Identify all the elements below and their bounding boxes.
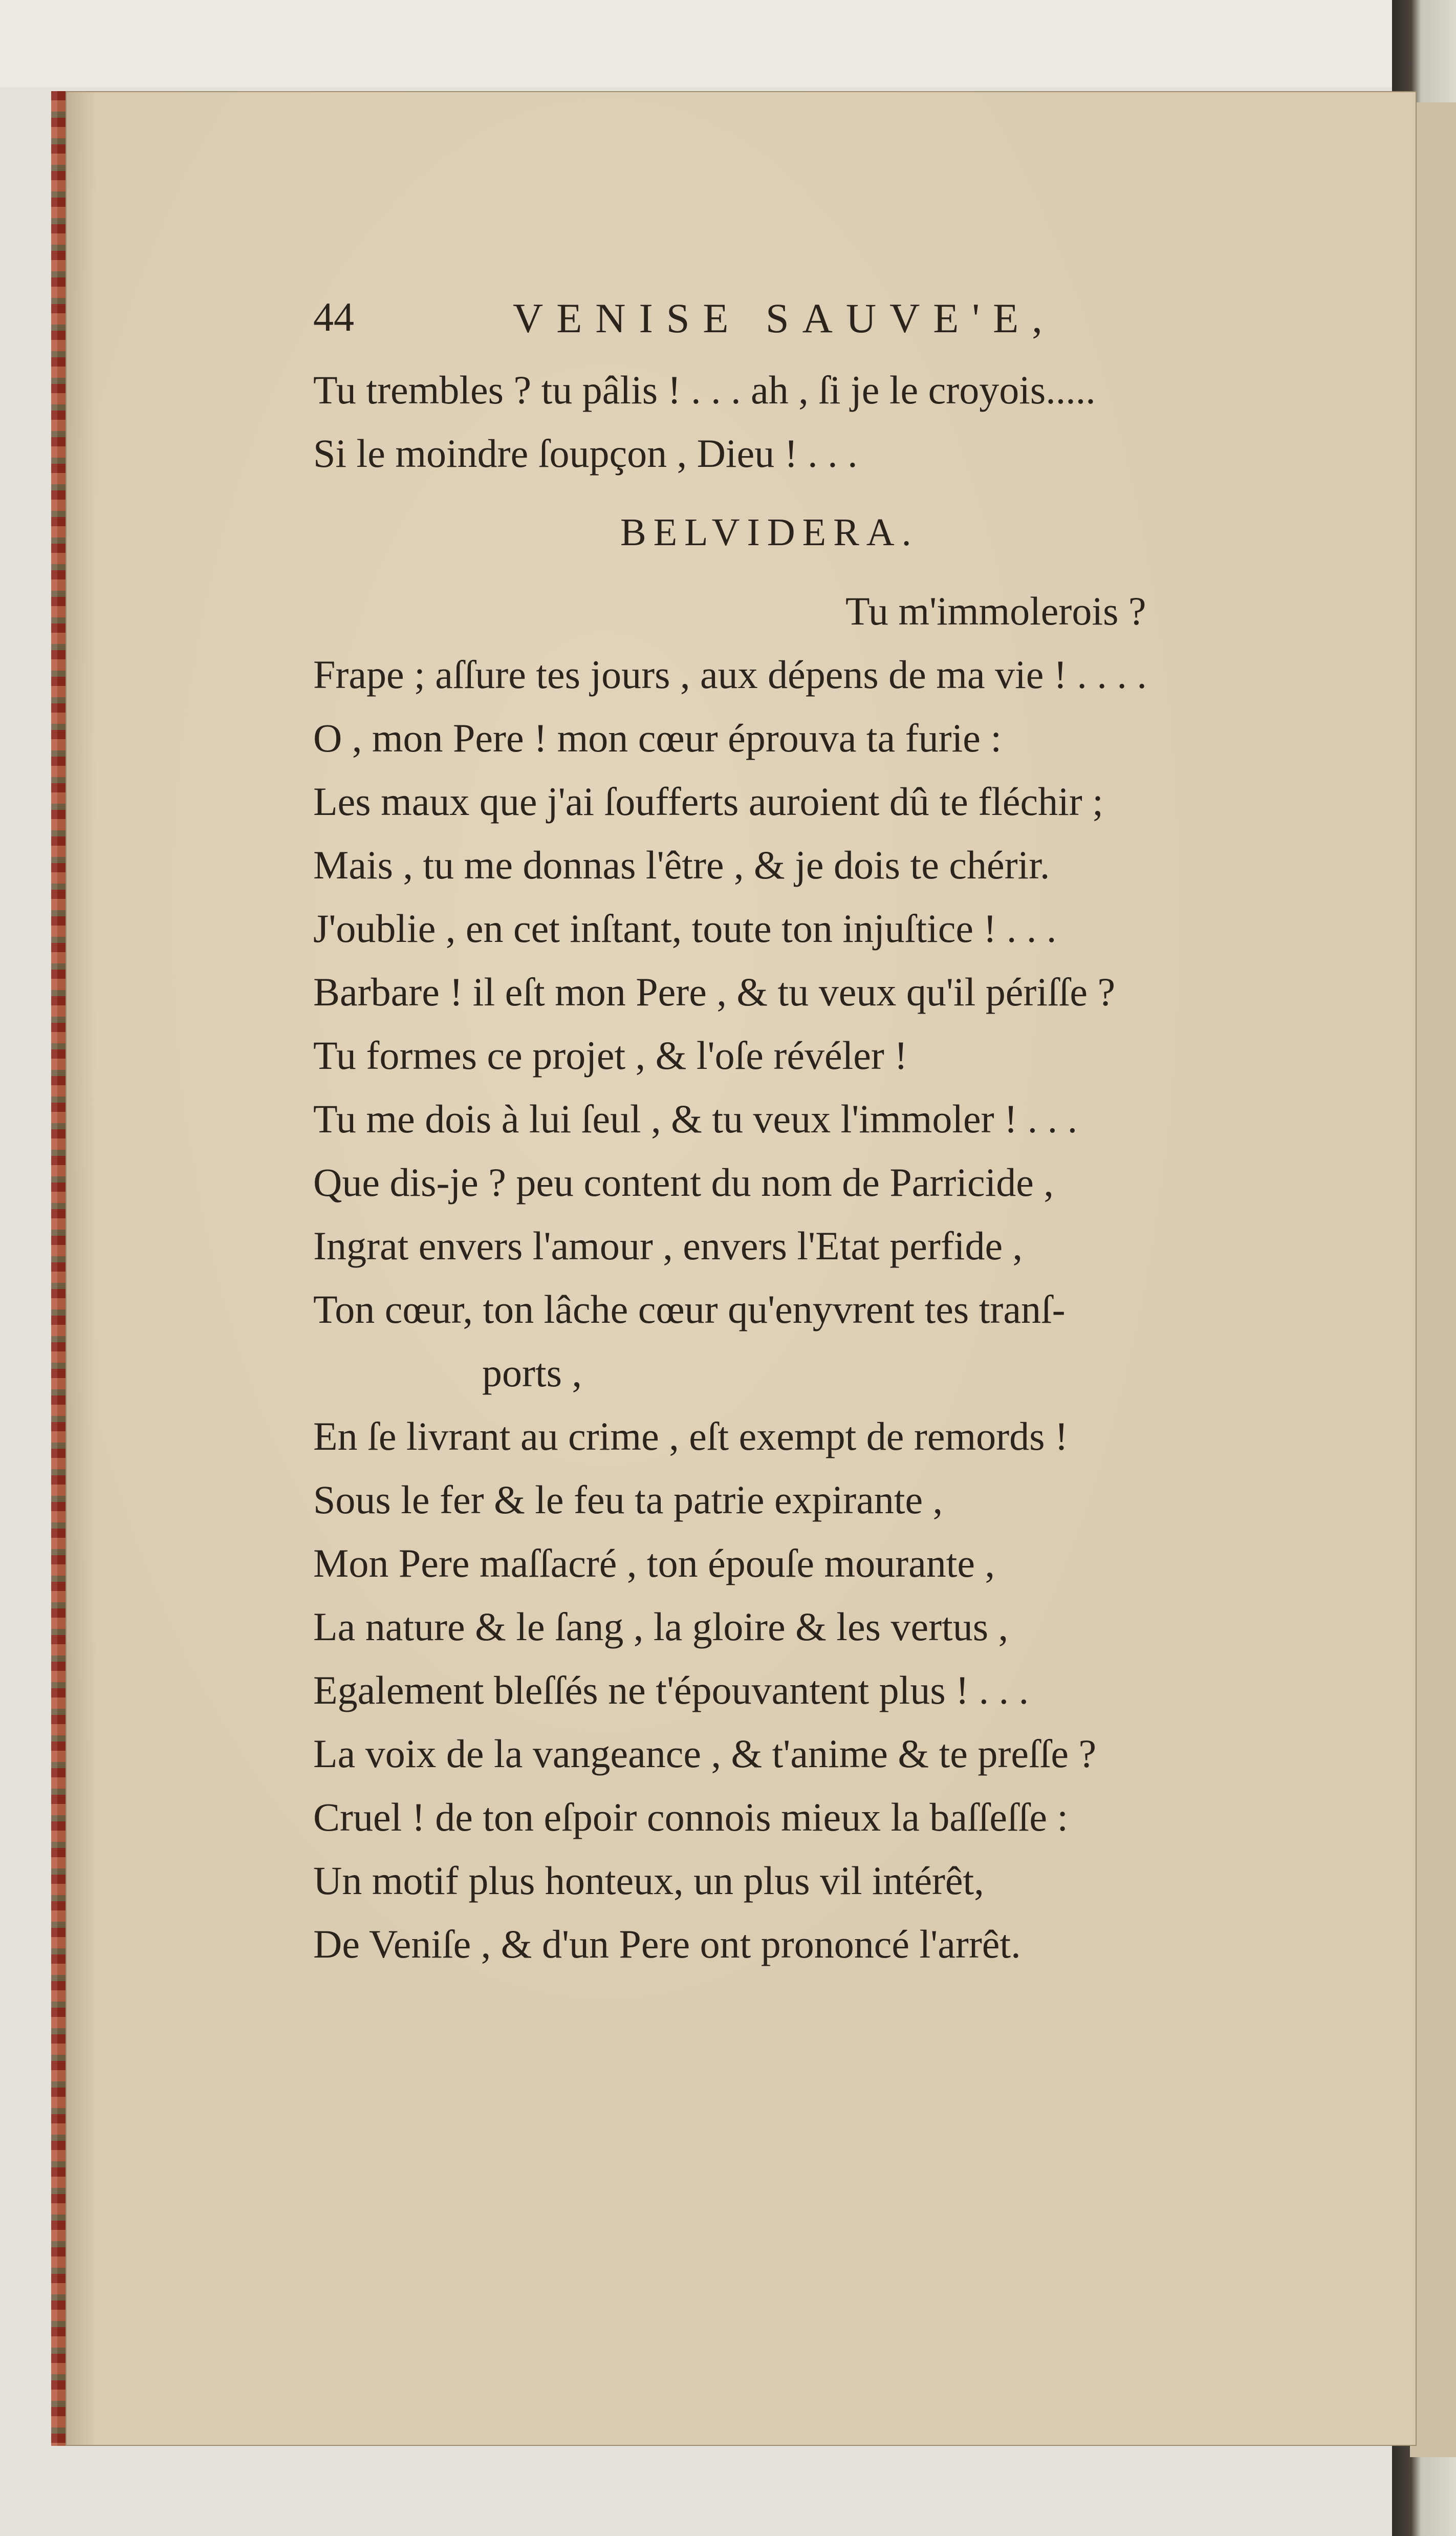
verse-line: Si le moindre ſoupçon , Dieu ! . . .: [313, 431, 858, 476]
verse-block: [313, 358, 1286, 1976]
verse-line: La voix de la vangeance , & t'anime & te preſſe ?: [313, 1731, 1097, 1776]
verse-line: En ſe livrant au crime , eſt exempt de remords !: [313, 1414, 1068, 1458]
verse-line-runover: ports ,: [482, 1350, 582, 1395]
verse-line: La nature & le ſang , la gloire & les vertus ,: [313, 1604, 1009, 1649]
verse-line: Tu formes ce projet , & l'oſe révéler !: [313, 1033, 908, 1078]
verse-line: Mon Pere maſſacré , ton épouſe mourante ,: [313, 1541, 995, 1585]
verse-line: De Veniſe , & d'un Pere ont prononcé l'arrêt.: [313, 1922, 1021, 1966]
verse-line: Ton cœur, ton lâche cœur qu'enyvrent tes tranſ-: [313, 1287, 1066, 1331]
verse-line: Tu m'immolerois ?: [845, 589, 1146, 633]
verse-line: Egalement bleſſés ne t'épouvantent plus ! . . .: [313, 1668, 1029, 1712]
running-head: [313, 294, 1132, 351]
binding-gutter: [51, 91, 66, 2446]
verse-line: Cruel ! de ton eſpoir connois mieux la baſſeſſe :: [313, 1795, 1069, 1839]
verse-line: Que dis-je ? peu content du nom de Parricide ,: [313, 1160, 1054, 1205]
verse-line: J'oublie , en cet inſtant, toute ton injuſtice ! . . .: [313, 906, 1057, 951]
verse-line: Sous le fer & le feu ta patrie expirante ,: [313, 1477, 943, 1522]
verse-line: Tu me dois à lui ſeul , & tu veux l'immoler ! . . .: [313, 1097, 1078, 1141]
scanner-bed: [0, 0, 1456, 87]
verse-line: Un motif plus honteux, un plus vil intérêt,: [313, 1858, 984, 1903]
page-number: 44: [313, 295, 354, 340]
speaker-name: BELVIDERA.: [620, 511, 919, 554]
verse-line: Mais , tu me donnas l'être , & je dois te chérir.: [313, 843, 1050, 887]
verse-line: Barbare ! il eſt mon Pere , & tu veux qu'il périſſe ?: [313, 970, 1116, 1014]
verse-line: Tu trembles ? tu pâlis ! . . . ah , ſi je le croyois.....: [313, 368, 1096, 412]
verse-line: Les maux que j'ai ſoufferts auroient dû te fléchir ;: [313, 779, 1103, 824]
verse-line: O , mon Pere ! mon cœur éprouva ta furie :: [313, 716, 1002, 760]
verse-line: Frape ; aſſure tes jours , aux dépens de ma vie ! . . . .: [313, 652, 1147, 697]
running-title: VENISE SAUVE'E,: [513, 295, 1056, 341]
facing-page-edge: [1410, 102, 1456, 2457]
verse-line: Ingrat envers l'amour , envers l'Etat perfide ,: [313, 1223, 1023, 1268]
